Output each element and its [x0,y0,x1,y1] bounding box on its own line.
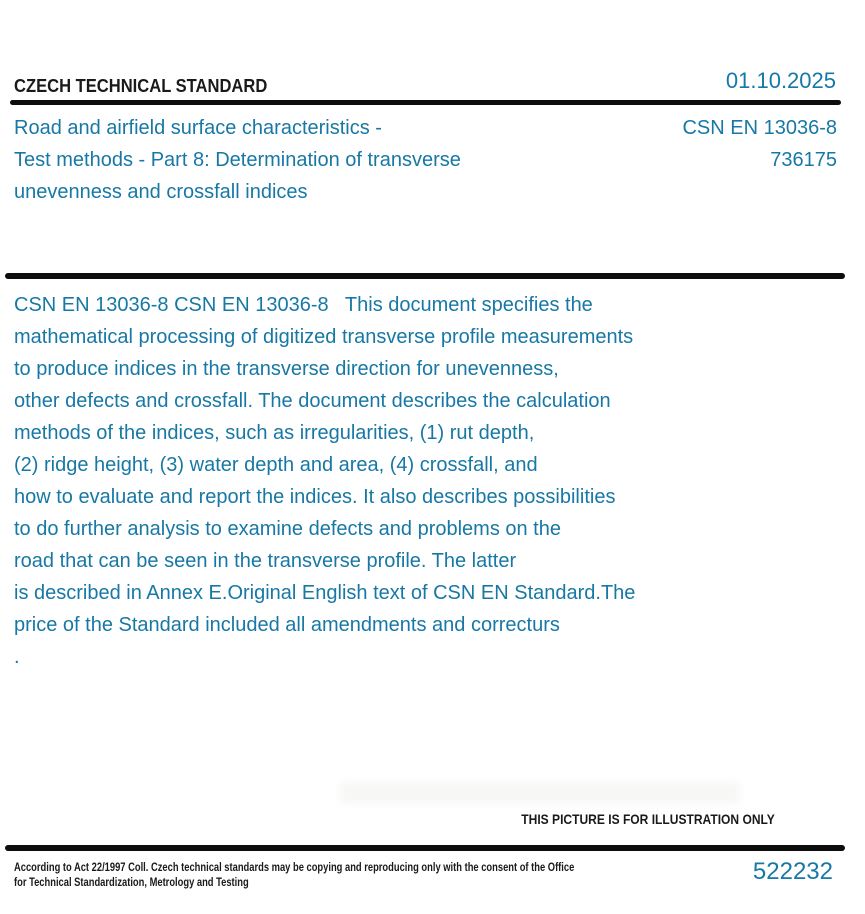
abstract-line: other defects and crossfall. The document describes the calculation [14,390,611,412]
abstract-line: to produce indices in the transverse direction for unevenness, [14,358,559,380]
class-number: 736175 [770,149,837,171]
abstract-line: road that can be seen in the transverse profile. The latter [14,550,517,572]
issue-date: 01.10.2025 [725,68,836,93]
abstract-line: is described in Annex E.Original English text of CSN EN Standard.The [14,582,636,604]
abstract-line: (2) ridge height, (3) water depth and area, (4) crossfall, and [14,454,538,476]
abstract-line: to do further analysis to examine defects and problems on the [14,518,561,540]
standard-identifiers [682,112,837,176]
abstract-line: CSN EN 13036-8 CSN EN 13036-8 This document specifies the [14,294,593,316]
legal-notice-line: According to Act 22/1997 Coll. Czech technical standards may be copying and reproducing only with the consent of the Office [14,860,575,874]
document-number: 522232 [752,858,833,885]
standard-title-line: unevenness and crossfall indices [14,181,308,203]
abstract-line: . [14,646,20,668]
abstract-line: price of the Standard included all amendments and correcturs [14,614,560,636]
header-divider [10,100,841,105]
faded-watermark [340,782,740,804]
page-title: CZECH TECHNICAL STANDARD [14,76,268,96]
abstract-line: how to evaluate and report the indices. It also describes possibilities [14,486,616,508]
legal-notice [14,860,574,890]
abstract-line: methods of the indices, such as irregularities, (1) rut depth, [14,422,535,444]
standard-title-line: Test methods - Part 8: Determination of transverse [14,149,461,171]
standard-title-line: Road and airfield surface characteristics - [14,117,382,139]
abstract-line: mathematical processing of digitized transverse profile measurements [14,326,634,348]
footer-divider [5,845,845,851]
abstract-text [14,289,834,673]
title-divider [5,273,845,279]
legal-notice-line: for Technical Standardization, Metrology and Testing [14,875,249,889]
illustration-disclaimer: THIS PICTURE IS FOR ILLUSTRATION ONLY [521,811,775,827]
standard-title [14,112,654,208]
standard-code: CSN EN 13036-8 [682,117,837,139]
